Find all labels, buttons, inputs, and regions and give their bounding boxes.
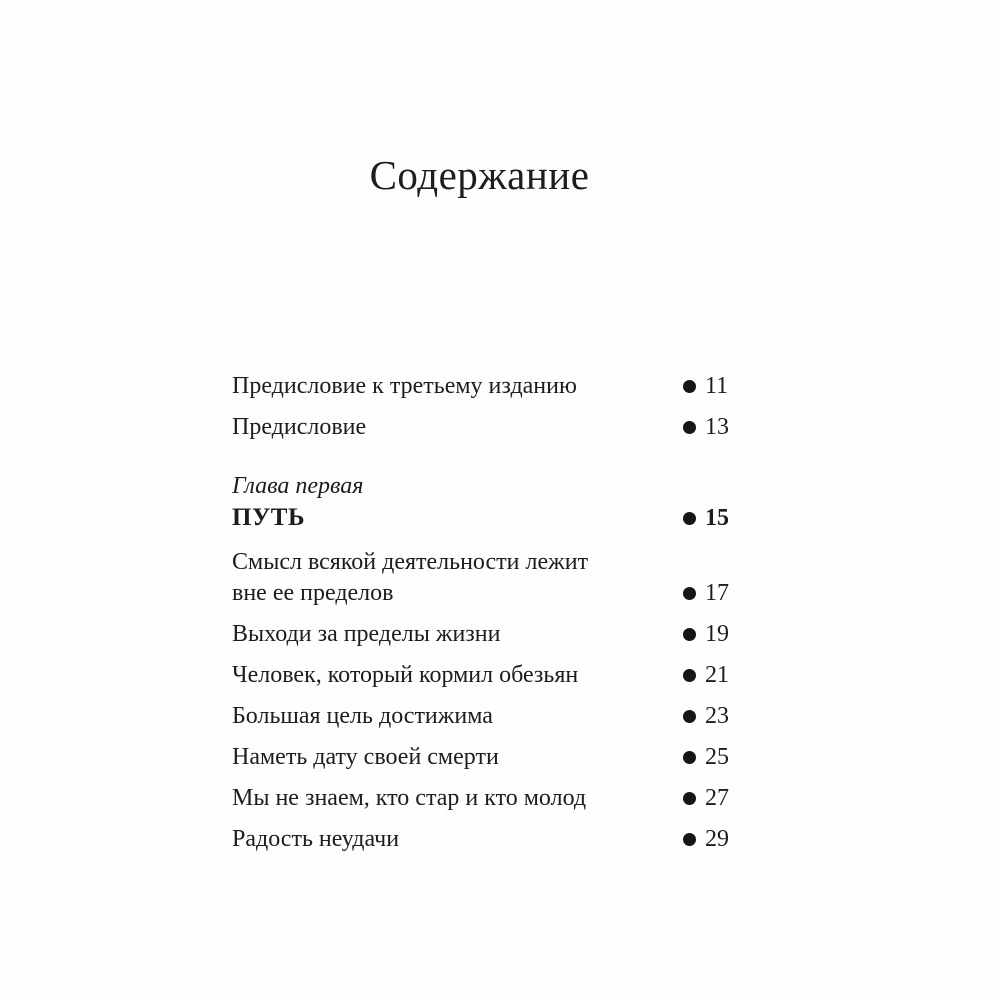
toc-entry-label: Выходи за пределы жизни (232, 621, 501, 647)
page-ref (683, 742, 729, 773)
page-number: 15 (705, 505, 729, 531)
bullet-dot-icon (683, 380, 696, 393)
bullet-dot-icon (683, 833, 696, 846)
page-ref (683, 578, 729, 609)
toc-row (232, 660, 727, 691)
bullet-dot-icon (683, 710, 696, 723)
toc-row (232, 619, 727, 650)
page-ref (683, 783, 729, 814)
toc-row (232, 502, 727, 534)
chapter-title: ПУТЬ (232, 504, 305, 531)
page-ref (683, 619, 729, 650)
page-title: Содержание (369, 152, 590, 199)
page-number: 17 (705, 580, 729, 606)
page-number: 27 (705, 785, 729, 811)
toc-list (232, 371, 727, 865)
toc-row (232, 547, 727, 609)
toc-row (232, 783, 727, 814)
toc-entry-label: Предисловие (232, 414, 367, 440)
page-number: 13 (705, 414, 729, 440)
page-number: 21 (705, 662, 729, 688)
page-number: 11 (705, 373, 729, 399)
toc-entry-label: Мы не знаем, кто стар и кто молод (232, 785, 587, 811)
toc-row (232, 412, 727, 443)
bullet-dot-icon (683, 587, 696, 600)
toc-row (232, 701, 727, 732)
toc-entry-label: Смысл всякой деятельности лежит вне ее пределов (232, 549, 589, 606)
chapter-kicker: Глава первая (232, 473, 364, 499)
toc-entry-label: Наметь дату своей смерти (232, 744, 499, 770)
page-number: 25 (705, 744, 729, 770)
toc-entry-label: Человек, который кормил обезьян (232, 662, 579, 688)
toc-chapter-entry (232, 471, 727, 534)
bullet-dot-icon (683, 512, 696, 525)
toc-entry-label: Радость неудачи (232, 826, 400, 852)
toc-row (232, 742, 727, 773)
toc-entry-label: Большая цель достижима (232, 703, 493, 729)
page-ref (683, 660, 729, 691)
page-ref (683, 412, 729, 443)
toc-row (232, 371, 727, 402)
page-ref (683, 371, 728, 402)
page-ref (683, 701, 729, 732)
bullet-dot-icon (683, 421, 696, 434)
page-number: 19 (705, 621, 729, 647)
bullet-dot-icon (683, 628, 696, 641)
toc-entry-label: Предисловие к третьему изданию (232, 373, 577, 399)
page-number: 23 (705, 703, 729, 729)
bullet-dot-icon (683, 751, 696, 764)
page-ref (683, 503, 729, 534)
toc-row (232, 824, 727, 855)
page-ref (683, 824, 729, 855)
bullet-dot-icon (683, 669, 696, 682)
page-number: 29 (705, 826, 729, 852)
bullet-dot-icon (683, 792, 696, 805)
